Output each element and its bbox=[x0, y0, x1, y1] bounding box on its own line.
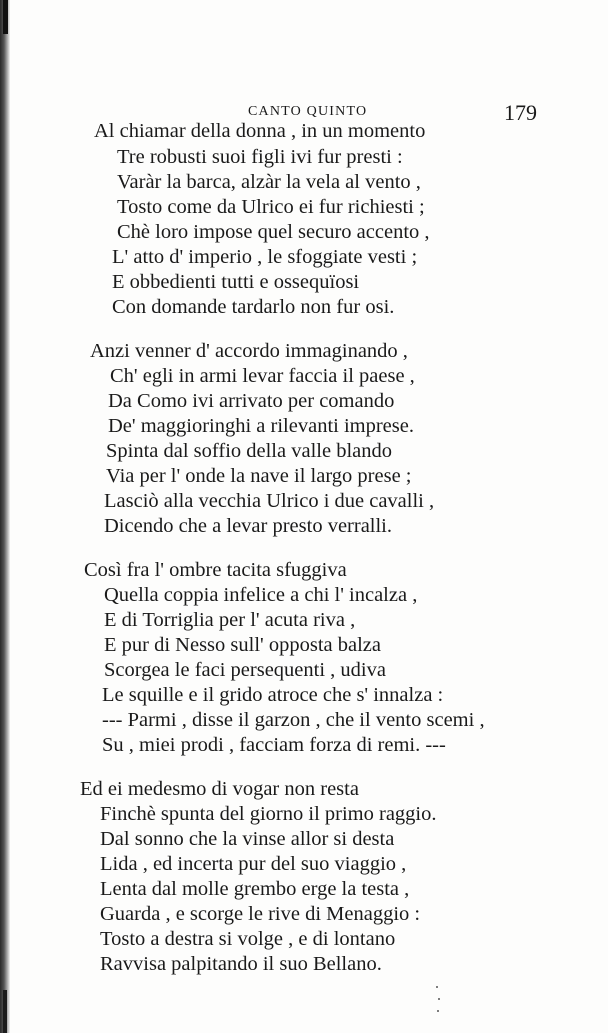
spine-mark-bottom bbox=[3, 990, 7, 1033]
verse-line: Ravvisa palpitando il suo Bellano. bbox=[100, 953, 382, 975]
verse-line: Via per l' onde la nave il largo prese ; bbox=[106, 465, 412, 487]
verse-line: De' maggioringhi a rilevanti imprese. bbox=[108, 415, 414, 437]
verse-line: E obbedienti tutti e ossequïosi bbox=[112, 271, 360, 293]
verse-line: Ed ei medesmo di vogar non resta bbox=[80, 778, 359, 800]
verse-line: Scorgea le faci persequenti , udiva bbox=[104, 659, 386, 681]
verse-line: L' atto d' imperio , le sfoggiate vesti ; bbox=[112, 246, 418, 268]
verse-line: Anzi venner d' accordo immaginando , bbox=[90, 340, 408, 362]
verse-line: Lida , ed incerta pur del suo viaggio , bbox=[100, 853, 407, 875]
running-title: CANTO QUINTO bbox=[248, 104, 368, 119]
verse-line: Al chiamar della donna , in un momento bbox=[94, 120, 426, 142]
verse-line: --- Parmi , disse il garzon , che il vento scemi , bbox=[102, 709, 485, 731]
verse-line: Quella coppia infelice a chi l' incalza , bbox=[104, 584, 418, 606]
verse-line: E pur di Nesso sull' opposta balza bbox=[104, 634, 381, 656]
paper-speck bbox=[436, 986, 438, 988]
verse-line: Con domande tardarlo non fur osi. bbox=[112, 296, 395, 318]
verse-line: Chè loro impose quel securo accento , bbox=[117, 221, 430, 243]
verse-line: Lasciò alla vecchia Ulrico i due cavalli , bbox=[104, 490, 435, 512]
verse-line: E di Torriglia per l' acuta riva , bbox=[104, 609, 356, 631]
verse-line: Spinta dal soffio della valle blando bbox=[106, 440, 392, 462]
spine-mark-top bbox=[3, 0, 8, 34]
verse-line: Finchè spunta del giorno il primo raggio. bbox=[100, 803, 437, 825]
verse-line: Così fra l' ombre tacita sfuggiva bbox=[84, 559, 347, 581]
verse-line: Guarda , e scorge le rive di Menaggio : bbox=[100, 903, 421, 925]
verse-line: Tosto come da Ulrico ei fur richiesti ; bbox=[117, 196, 425, 218]
page-spine-shadow bbox=[0, 0, 10, 1033]
verse-line: Tosto a destra si volge , e di lontano bbox=[100, 928, 396, 950]
verse-line: Da Como ivi arrivato per comando bbox=[108, 390, 395, 412]
verse-line: Le squille e il grido atroce che s' innalza : bbox=[102, 684, 444, 706]
paper-speck bbox=[438, 998, 440, 1000]
verse-line: Su , miei prodi , facciam forza di remi. --- bbox=[102, 734, 446, 756]
page-number: 179 bbox=[504, 100, 537, 125]
verse-line: Varàr la barca, alzàr la vela al vento , bbox=[117, 171, 421, 193]
verse-line: Ch' egli in armi levar faccia il paese , bbox=[110, 365, 415, 387]
verse-line: Lenta dal molle grembo erge la testa , bbox=[100, 878, 410, 900]
verse-line: Dicendo che a levar presto verralli. bbox=[104, 515, 393, 537]
verse-line: Dal sonno che la vinse allor si desta bbox=[100, 828, 395, 850]
verse-line: Tre robusti suoi figli ivi fur presti : bbox=[117, 146, 403, 168]
paper-speck bbox=[437, 1010, 439, 1012]
